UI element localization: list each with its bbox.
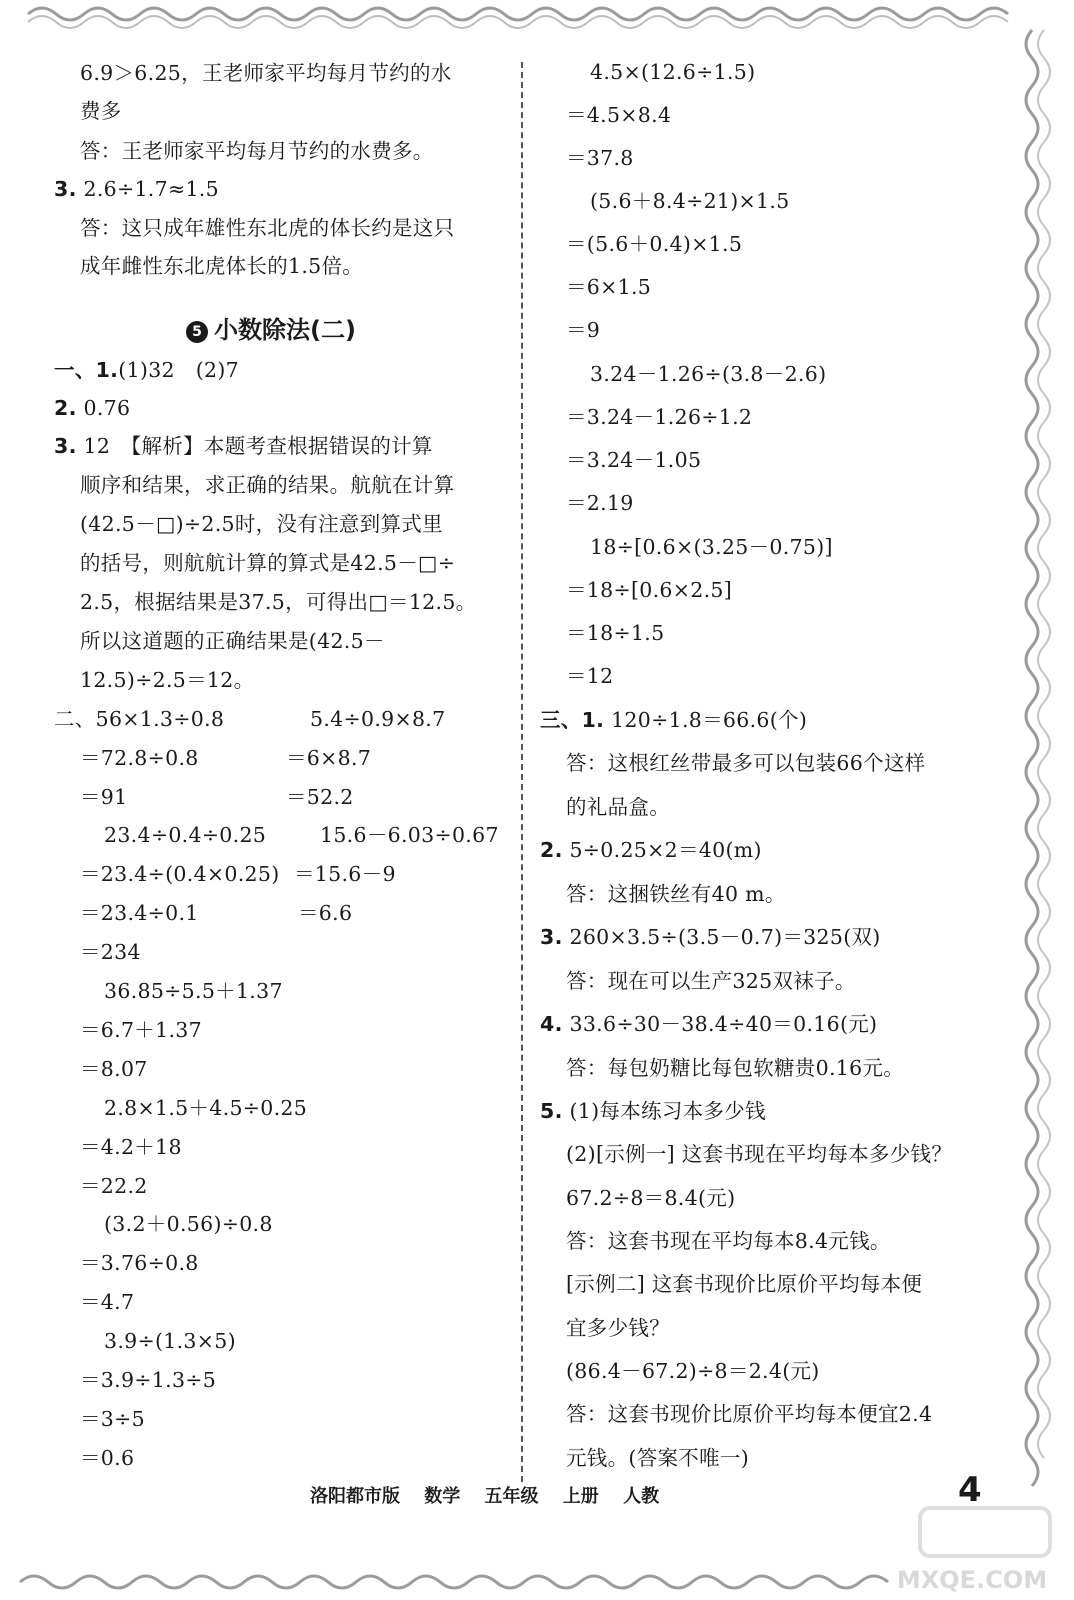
question-number: 3. — [54, 434, 77, 458]
question-3 — [54, 174, 219, 204]
part-3-item-2 — [540, 835, 762, 865]
text-line: 顺序和结果，求正确的结果。航航在计算 — [80, 473, 455, 497]
calc-line: (5.6＋8.4÷21)×1.5 — [590, 189, 790, 213]
answer-line: 答：每包奶糖比每包软糖贵0.16元。 — [566, 1056, 905, 1080]
calc-line: ＝37.8 — [566, 146, 634, 170]
calc-line: ＝0.6 — [80, 1446, 135, 1470]
answer-line: 答：这套书现价比原价平均每本便宜2.4 — [566, 1402, 933, 1426]
question-number: 5. — [540, 1099, 563, 1123]
calc-line: ＝6×1.5 — [566, 275, 652, 299]
answer-line: 的礼品盒。 — [566, 795, 670, 819]
calc-line: ＝3.24－1.05 — [566, 448, 702, 472]
answer-line: 答：现在可以生产325双袜子。 — [566, 969, 856, 993]
text-line: 所以这道题的正确结果是(42.5－ — [80, 629, 385, 653]
column-divider — [521, 62, 523, 1482]
question-text: (1)32 (2)7 — [118, 358, 239, 382]
question-number: 2. — [54, 396, 77, 420]
text-line: 2.5，根据结果是37.5，可得出□＝12.5。 — [80, 590, 477, 614]
calc-line: ＝3÷5 — [80, 1407, 145, 1431]
question-text: 12 【解析】本题考查根据错误的计算 — [83, 434, 433, 458]
text-line: 12.5)÷2.5＝12。 — [80, 668, 255, 692]
part-3-item-3 — [540, 922, 881, 952]
part-1-item-2 — [54, 393, 130, 423]
calc-line: ＝18÷1.5 — [566, 621, 665, 645]
calc-line: 15.6－6.03÷0.67 — [320, 823, 499, 847]
question-text: 0.76 — [83, 396, 131, 420]
calc-line: ＝91 — [80, 785, 128, 809]
text-line: (2)[示例一] 这套书现在平均每本多少钱？ — [566, 1142, 953, 1166]
calc-line: ＝15.6－9 — [294, 862, 396, 886]
part-1-item-1 — [54, 355, 239, 385]
text-line: [示例二] 这套书现价比原价平均每本便 — [566, 1272, 923, 1296]
watermark-text: MXQE.COM — [896, 1566, 1048, 1594]
section-number-badge: 5 — [186, 321, 208, 343]
section-title — [186, 314, 356, 346]
text-line: (42.5－□)÷2.5时，没有注意到算式里 — [80, 512, 443, 536]
text-line: 的括号，则航航计算的算式是42.5－□÷ — [80, 551, 456, 575]
calc-line: ＝72.8÷0.8 — [80, 746, 199, 770]
text-line: 费多 — [80, 99, 122, 123]
calc-line: ＝4.5×8.4 — [566, 103, 672, 127]
calc-line: (3.2＋0.56)÷0.8 — [104, 1212, 273, 1236]
question-text: 120÷1.8＝66.6(个) — [611, 708, 808, 732]
calc-line: ＝3.9÷1.3÷5 — [80, 1368, 217, 1392]
question-number: 三、1. — [540, 708, 605, 732]
question-number: 3. — [54, 177, 77, 201]
calc-line: 23.4÷0.4÷0.25 — [104, 823, 267, 847]
calc-line: ＝8.07 — [80, 1057, 148, 1081]
part-3-item-1 — [540, 705, 807, 735]
calc-line: ＝6×8.7 — [286, 746, 372, 770]
answer-line: 成年雌性东北虎体长的1.5倍。 — [80, 254, 364, 278]
answer-line: 答：这套书现在平均每本8.4元钱。 — [566, 1229, 891, 1253]
question-number: 2. — [540, 838, 563, 862]
calc-line: (86.4－67.2)÷8＝2.4(元) — [566, 1359, 820, 1383]
question-text: 33.6÷30－38.4÷40＝0.16(元) — [569, 1012, 878, 1036]
calc-line: 5.4÷0.9×8.7 — [310, 707, 446, 731]
question-text: 5÷0.25×2＝40(m) — [569, 838, 762, 862]
question-text: 260×3.5÷(3.5－0.7)＝325(双) — [569, 925, 881, 949]
calc-line: ＝23.4÷0.1 — [80, 901, 199, 925]
calc-line: ＝6.6 — [298, 901, 353, 925]
calc-line: ＝52.2 — [286, 785, 354, 809]
section-title-text: 小数除法(二) — [214, 316, 356, 344]
calc-line: 36.85÷5.5＋1.37 — [104, 979, 283, 1003]
calc-line: ＝3.24－1.26÷1.2 — [566, 405, 753, 429]
calc-line: 4.5×(12.6÷1.5) — [590, 60, 756, 84]
calc-line: ＝2.19 — [566, 491, 634, 515]
question-number: 3. — [540, 925, 563, 949]
page-number: 4 — [958, 1470, 982, 1510]
answer-line: 元钱。(答案不唯一) — [566, 1446, 749, 1470]
calc-line: ＝22.2 — [80, 1174, 148, 1198]
calc-line: ＝234 — [80, 940, 141, 964]
part-1-item-3 — [54, 431, 433, 461]
calc-line: ＝9 — [566, 318, 601, 342]
calc-line: 二、56×1.3÷0.8 — [54, 707, 225, 731]
calc-line: 2.8×1.5＋4.5÷0.25 — [104, 1096, 308, 1120]
question-number: 4. — [540, 1012, 563, 1036]
calc-line: 18÷[0.6×(3.25－0.75)] — [590, 535, 833, 559]
answer-line: 答：这根红丝带最多可以包装66个这样 — [566, 751, 926, 775]
part-3-item-4 — [540, 1009, 877, 1039]
question-number: 一、1. — [54, 358, 119, 382]
calc-line: ＝6.7＋1.37 — [80, 1018, 202, 1042]
question-text: (1)每本练习本多少钱 — [569, 1099, 766, 1123]
calc-line: ＝4.7 — [80, 1290, 135, 1314]
question-text: 2.6÷1.7≈1.5 — [83, 177, 219, 201]
calc-line: 3.24－1.26÷(3.8－2.6) — [590, 362, 827, 386]
calc-line: 67.2÷8＝8.4(元) — [566, 1186, 736, 1210]
part-3-item-5 — [540, 1096, 766, 1126]
text-line: 6.9＞6.25，王老师家平均每月节约的水 — [80, 61, 452, 85]
calc-line: 3.9÷(1.3×5) — [104, 1329, 236, 1353]
calc-line: ＝3.76÷0.8 — [80, 1251, 199, 1275]
calc-line: ＝(5.6＋0.4)×1.5 — [566, 232, 743, 256]
calc-line: ＝23.4÷(0.4×0.25) — [80, 862, 280, 886]
calc-line: ＝12 — [566, 664, 614, 688]
page-footer: 洛阳都市版 数学 五年级 上册 人教 — [310, 1486, 660, 1507]
calc-line: ＝4.2＋18 — [80, 1135, 182, 1159]
watermark-logo — [880, 1500, 1065, 1595]
answer-line: 答：王老师家平均每月节约的水费多。 — [80, 139, 434, 163]
answer-line: 答：这只成年雄性东北虎的体长约是这只 — [80, 216, 455, 240]
answer-line: 答：这捆铁丝有40 m。 — [566, 882, 786, 906]
text-line: 宜多少钱？ — [566, 1316, 670, 1340]
calc-line: ＝18÷[0.6×2.5] — [566, 578, 733, 602]
